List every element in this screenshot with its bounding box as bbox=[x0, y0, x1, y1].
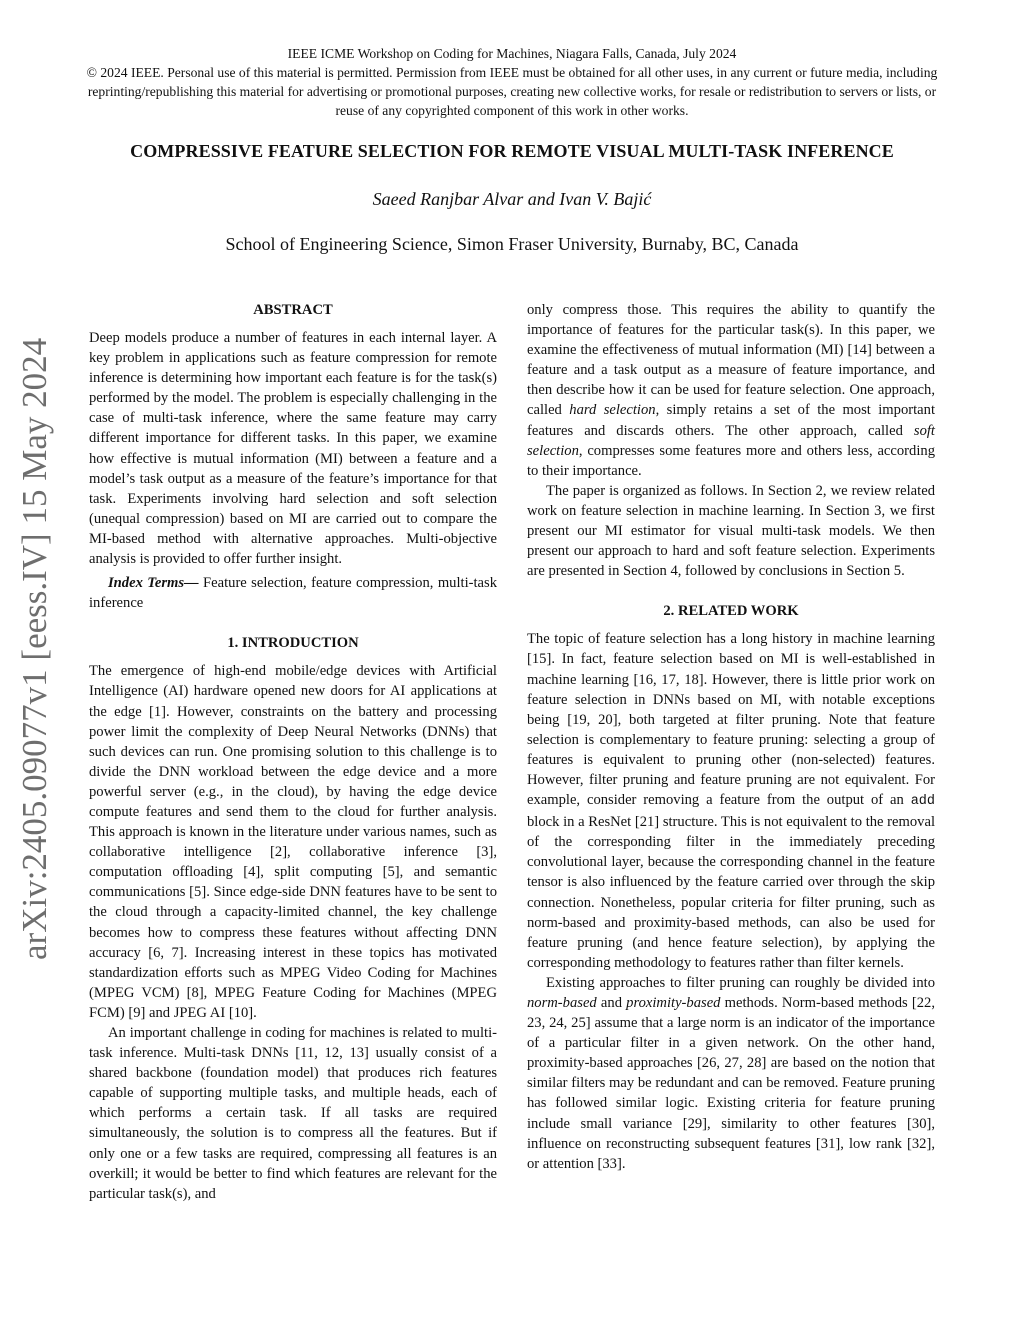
arxiv-identifier-stamp: arXiv:2405.09077v1 [eess.IV] 15 May 2024 bbox=[15, 337, 54, 960]
introduction-paragraph-2: An important challenge in coding for machines is related to multi-task inference. Multi-task DNNs [11, 12, 13] usually consist of a shared backbone (foundation model) that produces rich features capable of supporting multiple tasks, and multiple heads, each of which performs a certain task. If all tasks are required simultaneously, the solution is to compress all the features. But if only one or a few tasks are required, compressing all features is an overkill; it would be better to find which features are relevant for the particular task(s), and bbox=[89, 1025, 497, 1202]
paper-authors: Saeed Ranjbar Alvar and Ivan V. Bajić bbox=[372, 189, 652, 209]
intro-p3-part-c: , compresses some features more and others less, according to their importance. bbox=[527, 442, 935, 479]
rw-p2-part-b: methods. Norm-based methods [22, 23, 24, 25] assume that a large norm is an indicator of the importance of a particular filter in a given network. On the other hand, proximity-based approaches [26, 27, 28] are based on the notion that similar filters may be redundant and can be removed. Feature pruning has followed similar logic. Existing criteria for feature pruning include small variance [29], similarity to other features [30], influence on reconstructing subsequent features [31], low rank [32], or attention [33]. bbox=[527, 995, 935, 1172]
index-terms-text: Feature selection, feature compression, multi-task inference bbox=[89, 575, 497, 612]
abstract-text: Deep models produce a number of features in each internal layer. A key problem in applications such as feature compression for remote inference is determining how important each feature is for the task(s) performed by the model. The problem is especially challenging in the case of multi-task inference, where the same feature may carry different importance for different tasks. In this paper, we examine how effective is mutual information (MI) between a feature and a model’s task output as a measure of the feature’s importance for that task. Experiments involving hard selection and soft selection (unequal compression) based on MI are carried out to compare the MI-based method with alternative approaches. Multi-objective analysis is provided to offer further insight. bbox=[89, 330, 497, 568]
abstract-heading: ABSTRACT bbox=[253, 302, 333, 318]
add-code-term: add bbox=[910, 794, 935, 810]
introduction-paragraph-1: The emergence of high-end mobile/edge devices with Artificial Intelligence (AI) hardware opened new doors for AI applications at the edge [1]. However, constraints on the battery and processing power limit the complexity of Deep Neural Networks (DNNs) that such devices can run. One promising solution to this challenge is to divide the DNN workload between the edge device and a more powerful server (e.g., in the cloud), by having the edge device compute features and send them to the cloud for further analysis. This approach is known in the literature under various names, such as collaborative intelligence [2], collaborative inference [3], computation offloading [4], split computing [5], and semantic communications [5]. Since edge-side DNN features have to be sent to the cloud through a capacity-limited channel, the key challenge becomes how to compress these features without affecting DNN accuracy [6, 7]. Increasing interest in these topics has motivated standardization efforts such as MPEG Video Coding for Machines (MPEG VCM) [8], MPEG Feature Coding for Machines (MPEG FCM) [9] and JPEG AI [10]. bbox=[89, 663, 497, 1021]
header-notice bbox=[80, 44, 944, 120]
index-terms-label: Index Terms— bbox=[108, 575, 199, 592]
paper-affiliation: School of Engineering Science, Simon Fraser University, Burnaby, BC, Canada bbox=[225, 234, 799, 254]
intro-p3-part-b: , simply retains a set of the most important features and discards others. The other approach, called bbox=[527, 402, 936, 439]
introduction-paragraph-4: The paper is organized as follows. In Section 2, we review related work on feature selection in machine learning. In Section 3, we first present our MI estimator for visual multi-task models. We then present our approach to hard and soft feature selection. Experiments are presented in Section 4, followed by conclusions in Section 5. bbox=[527, 482, 935, 580]
paper-title: COMPRESSIVE FEATURE SELECTION FOR REMOTE VISUAL MULTI-TASK INFERENCE bbox=[130, 141, 894, 161]
related-work-paragraph-2 bbox=[527, 973, 935, 1174]
intro-p3-part-a: only compress those. This requires the ability to quantify the importance of features for the particular task(s). In this paper, we examine the effectiveness of mutual information (MI) [14] between a feature and a task output as a measure of feature importance, and then describe how it can be used for feature selection. One approach, called bbox=[527, 302, 935, 419]
rw-p1-part-b: block in a ResNet [21] structure. This is not equivalent to the removal of the corresponding filter in the immediately preceding convolutional layer, because the corresponding channel in the feature tensor is also influenced by the feature carried over through the skip connection. Nonetheless, popular criteria for filter pruning, such as norm-based and proximity-based methods, can also be used for feature pruning (and hence feature selection), by applying the corresponding methodology to features rather than filter kernels. bbox=[527, 814, 935, 971]
proximity-based-term: proximity-based bbox=[626, 995, 721, 1011]
rw-p2-and: and bbox=[596, 995, 627, 1011]
norm-based-term: norm-based bbox=[527, 995, 597, 1011]
hard-selection-term: hard selection bbox=[569, 402, 656, 419]
right-column bbox=[527, 300, 935, 1174]
related-work-paragraph-1 bbox=[527, 629, 935, 973]
venue-line: IEEE ICME Workshop on Coding for Machines, Niagara Falls, Canada, July 2024 bbox=[287, 46, 737, 61]
introduction-paragraph-3 bbox=[527, 300, 935, 481]
index-terms bbox=[89, 573, 497, 613]
copyright-notice: © 2024 IEEE. Personal use of this material is permitted. Permission from IEEE must be obtained for all other uses, in any current or future media, including reprinting/republishing this material for advertising or promotional purposes, creating new collective works, for resale or redistribution to servers or lists, or reuse of any copyrighted component of this work in other works. bbox=[86, 65, 938, 118]
soft-selection-term: soft selection bbox=[527, 422, 935, 459]
left-column bbox=[89, 300, 497, 1204]
rw-p1-part-a: The topic of feature selection has a long history in machine learning [15]. In fact, feature selection based on MI is well-established in machine learning [16, 17, 18]. However, there is little prior work on feature selection in DNNs based on MI, with notable exceptions being [19, 20], both targeted at filter pruning. Note that feature selection is complementary to feature pruning: selecting a group of features is equivalent to pruning other (non-selected) features. However, filter pruning and feature pruning are not equivalent. For example, consider removing a feature from the output of an bbox=[527, 631, 935, 809]
rw-p2-part-a: Existing approaches to filter pruning can roughly be divided into bbox=[546, 974, 935, 991]
related-work-heading: 2. RELATED WORK bbox=[663, 603, 799, 620]
introduction-heading: 1. INTRODUCTION bbox=[227, 635, 359, 652]
